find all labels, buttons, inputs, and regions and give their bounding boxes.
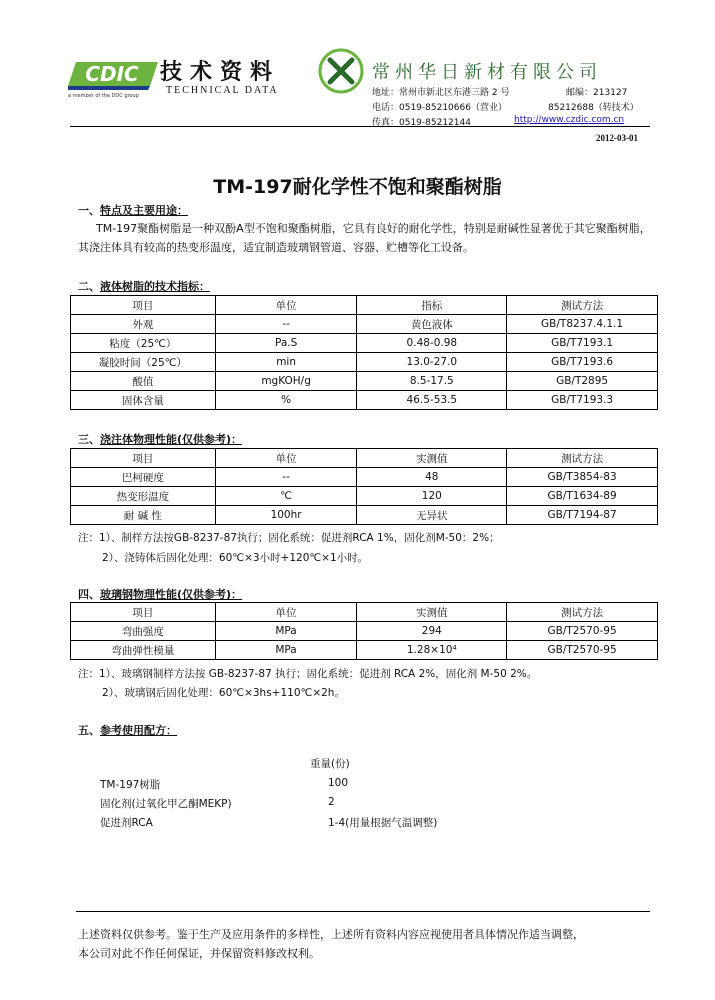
table-cell: 48 [357, 468, 507, 487]
table-header-cell: 测试方法 [507, 603, 658, 622]
table-header-cell: 测试方法 [507, 449, 658, 468]
section2-heading: 二、液体树脂的技术指标： [78, 280, 210, 293]
footer-divider [76, 911, 650, 912]
table-cell: GB/T3854-83 [507, 468, 658, 487]
table-cell: GB/T2895 [507, 372, 658, 391]
table-cell: 酸值 [71, 372, 216, 391]
table-cell: MPa [215, 622, 357, 641]
section3-note-1: 注：1）、制样方法按GB-8237-87执行；固化系统：促进剂RCA 1%，固化剂M-50：2%； [78, 532, 500, 544]
table-cell: GB/T2570-95 [507, 622, 658, 641]
table-header-row [71, 449, 658, 468]
table-cell: 巴柯硬度 [71, 468, 216, 487]
table-header-cell: 单位 [215, 603, 357, 622]
table-row [71, 353, 658, 372]
table-cell: GB/T1634-89 [507, 487, 658, 506]
company-name: 常州华日新材有限公司 [372, 62, 602, 83]
table-cell: 294 [357, 622, 507, 641]
company-logo [68, 58, 158, 90]
table-header-cell: 测试方法 [507, 296, 658, 315]
table-row [71, 506, 658, 525]
table-cell: 120 [357, 487, 507, 506]
table-header-row [71, 296, 658, 315]
table-header-cell: 实测值 [357, 449, 507, 468]
footer-disclaimer-line2: 本公司对此不作任何保证，并保留资料修改权利。 [78, 947, 320, 960]
table-cell: % [215, 391, 357, 410]
formula-amount: 100 [328, 777, 349, 789]
table-cell: 100hr [215, 506, 357, 525]
table-row [71, 334, 658, 353]
header-divider [70, 126, 650, 127]
section3-note-2: 2）、浇铸体后固化处理：60℃×3小时+120℃×1小时。 [102, 552, 369, 564]
table-cell: GB/T7193.1 [507, 334, 658, 353]
formula-item: 固化剂(过氧化甲乙酮MEKP) [100, 798, 232, 810]
section4-note-2: 2）、玻璃钢后固化处理：60℃×3hs+110℃×2h。 [102, 687, 345, 699]
table-cell: 13.0-27.0 [357, 353, 507, 372]
company-website-link[interactable]: http://www.czdic.com.cn [514, 115, 625, 125]
footer-disclaimer-line1: 上述资料仅供参考。鉴于生产及应用条件的多样性，上述所有资料内容应视使用者具体情况作适当调整， [78, 928, 584, 941]
table-cell: GB/T7194-87 [507, 506, 658, 525]
table-cell: 弯曲强度 [71, 622, 216, 641]
table-row [71, 372, 658, 391]
formula-column-header: 重量(份) [310, 758, 350, 770]
table-cell: mgKOH/g [215, 372, 357, 391]
table-row [71, 468, 658, 487]
liquid-resin-spec-table [70, 295, 658, 410]
company-fax: 传真：0519-85212144 [372, 118, 471, 128]
table-header-row [71, 603, 658, 622]
table-header-cell: 指标 [357, 296, 507, 315]
table-cell: 热变形温度 [71, 487, 216, 506]
frp-properties-table [70, 602, 658, 660]
casting-properties-table [70, 448, 658, 525]
section1-body: TM-197聚酯树脂是一种双酚A型不饱和聚酯树脂，它具有良好的耐化学性，特别是耐碱性显著优于其它聚酯树脂，其浇注体具有较高的热变形温度，适宜制造玻璃钢管道、容器、贮槽等化工设备。 [78, 222, 651, 254]
table-cell: 黄色液体 [357, 315, 507, 334]
company-address: 地址：常州市新北区东港三路 2 号 [372, 88, 510, 98]
table-cell: 8.5-17.5 [357, 372, 507, 391]
tech-subtitle: TECHNICAL DATA [166, 85, 279, 96]
formula-amount: 1-4(用量根据气温调整) [328, 817, 438, 829]
table-header-cell: 项目 [71, 449, 216, 468]
table-cell: MPa [215, 641, 357, 660]
formula-item: TM-197树脂 [100, 779, 161, 791]
company-phone: 电话：0519-85210666（营业） [372, 103, 507, 113]
section4-note-1: 注：1）、玻璃钢制样方法按 GB-8237-87 执行；固化系统：促进剂 RCA 2%，固化剂 M-50 2%。 [78, 668, 538, 680]
table-cell: 外观 [71, 315, 216, 334]
table-cell: 无异状 [357, 506, 507, 525]
formula-amount: 2 [328, 796, 335, 808]
section5-heading: 五、参考使用配方： [78, 724, 177, 737]
table-header-cell: 单位 [215, 296, 357, 315]
table-cell: -- [215, 315, 357, 334]
table-header-cell: 项目 [71, 296, 216, 315]
table-header-cell: 项目 [71, 603, 216, 622]
table-row [71, 641, 658, 660]
table-cell: 耐 碱 性 [71, 506, 216, 525]
tech-title: 技术资料 [160, 60, 281, 85]
table-cell: 0.48-0.98 [357, 334, 507, 353]
table-cell: Pa.S [215, 334, 357, 353]
table-row [71, 315, 658, 334]
section1-heading: 一、特点及主要用途： [78, 204, 188, 217]
table-cell: GB/T7193.6 [507, 353, 658, 372]
table-cell: 粘度（25℃） [71, 334, 216, 353]
table-cell: ℃ [215, 487, 357, 506]
table-cell: 46.5-53.5 [357, 391, 507, 410]
company-emblem-icon [318, 48, 364, 94]
table-cell: GB/T2570-95 [507, 641, 658, 660]
table-cell: 1.28×10⁴ [357, 641, 507, 660]
table-header-cell: 实测值 [357, 603, 507, 622]
company-postcode: 邮编：213127 [566, 88, 628, 98]
logo-subtitle: a member of the DDC group [68, 93, 139, 99]
table-cell: 固体含量 [71, 391, 216, 410]
section3-heading: 三、浇注体物理性能(仅供参考)： [78, 433, 243, 446]
document-date: 2012-03-01 [596, 133, 638, 143]
table-row [71, 391, 658, 410]
table-header-cell: 单位 [215, 449, 357, 468]
table-cell: min [215, 353, 357, 372]
table-cell: GB/T7193.3 [507, 391, 658, 410]
table-cell: -- [215, 468, 357, 487]
table-cell: 凝胶时间（25℃） [71, 353, 216, 372]
company-phone-tech: 85212688（转技术） [548, 103, 639, 113]
formula-item: 促进剂RCA [100, 817, 153, 829]
section4-heading: 四、玻璃钢物理性能(仅供参考)： [78, 588, 243, 601]
logo-text: CDIC [85, 62, 139, 86]
table-cell: 弯曲弹性模量 [71, 641, 216, 660]
document-title: TM-197耐化学性不饱和聚酯树脂 [213, 176, 502, 198]
table-row [71, 622, 658, 641]
table-cell: GB/T8237.4.1.1 [507, 315, 658, 334]
table-row [71, 487, 658, 506]
